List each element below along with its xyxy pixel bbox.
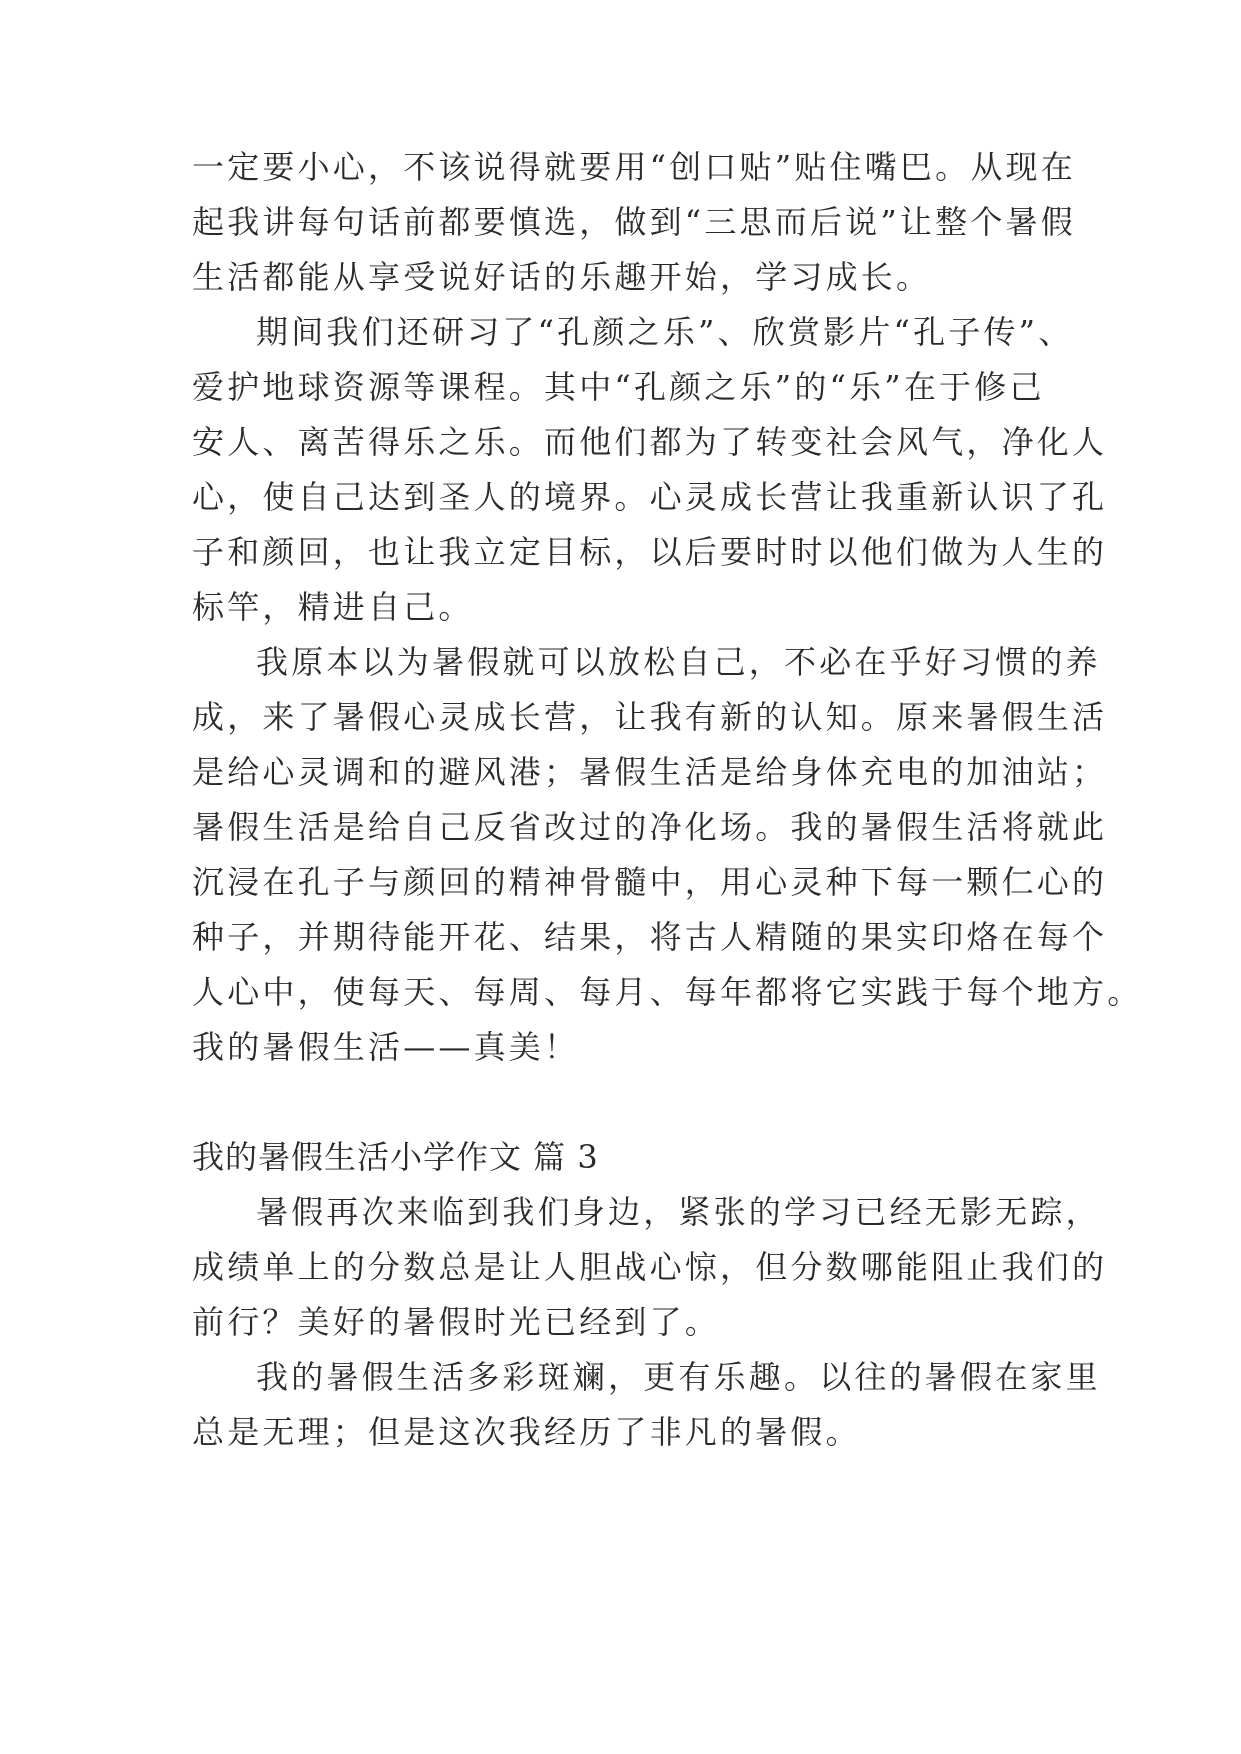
text-line: 爱护地球资源等课程。其中“孔颜之乐”的“乐”在于修己 [192, 368, 1045, 406]
text-line: 期间我们还研习了“孔颜之乐”、欣赏影片“孔子传”、 [256, 313, 1074, 351]
text-line: 成，来了暑假心灵成长营，让我有新的认知。原来暑假生活 [192, 698, 1108, 736]
text-line: 心，使自己达到圣人的境界。心灵成长营让我重新认识了孔 [192, 478, 1108, 516]
text-line: 暑假生活是给自己反省改过的净化场。我的暑假生活将就此 [192, 808, 1108, 846]
text-line: 我的暑假生活——真美！ [192, 1028, 580, 1066]
text-line: 总是无理；但是这次我经历了非凡的暑假。 [192, 1413, 861, 1451]
text-line: 人心中，使每天、每周、每月、每年都将它实践于每个地方。 [192, 973, 1143, 1011]
text-line: 生活都能从享受说好话的乐趣开始，学习成长。 [192, 258, 932, 296]
text-line: 暑假再次来临到我们身边，紧张的学习已经无影无踪， [256, 1193, 1101, 1231]
text-line: 前行？美好的暑假时光已经到了。 [192, 1303, 721, 1341]
text-line: 是给心灵调和的避风港；暑假生活是给身体充电的加油站； [192, 753, 1108, 791]
text-line: 安人、离苦得乐之乐。而他们都为了转变社会风气，净化人 [192, 423, 1108, 461]
section-heading: 我的暑假生活小学作文 篇 3 [192, 1138, 599, 1176]
text-line: 沉浸在孔子与颜回的精神骨髓中，用心灵种下每一颗仁心的 [192, 863, 1108, 901]
text-line: 种子，并期待能开花、结果，将古人精随的果实印烙在每个 [192, 918, 1108, 956]
text-line: 一定要小心，不该说得就要用“创口贴”贴住嘴巴。从现在 [192, 148, 1076, 186]
text-line: 标竿，精进自己。 [192, 588, 474, 626]
text-line: 子和颜回，也让我立定目标，以后要时时以他们做为人生的 [192, 533, 1108, 571]
text-line: 我的暑假生活多彩斑斓，更有乐趣。以往的暑假在家里 [256, 1358, 1101, 1396]
text-line: 起我讲每句话前都要慎选，做到“三思而后说”让整个暑假 [192, 203, 1076, 241]
text-line: 成绩单上的分数总是让人胆战心惊，但分数哪能阻止我们的 [192, 1248, 1108, 1286]
text-line: 我原本以为暑假就可以放松自己，不必在乎好习惯的养 [256, 643, 1101, 681]
